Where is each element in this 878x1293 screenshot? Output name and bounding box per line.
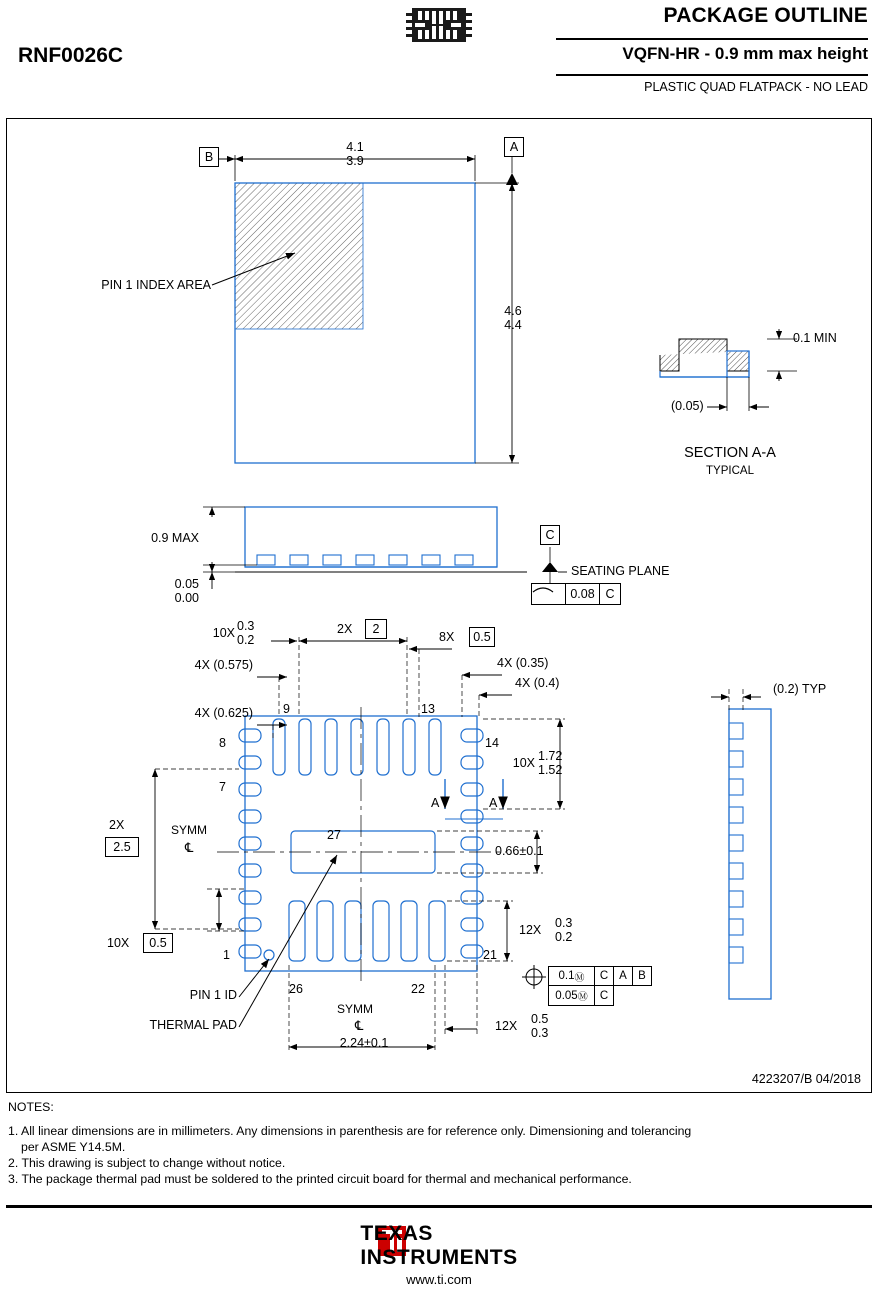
position-modifier: Ⓜ xyxy=(574,972,585,984)
dim-12x-05-max: 0.5 xyxy=(531,1012,549,1026)
position-control-frame-row1 xyxy=(548,966,652,986)
note-item-2: 2. This drawing is subject to change without notice. xyxy=(8,1156,286,1170)
dim-10x-03-max: 0.3 xyxy=(237,619,255,633)
dim-12x-05-min: 0.3 xyxy=(531,1026,549,1040)
dim-10x-05-count: 10X xyxy=(107,936,130,950)
dim-224: 2.24±0.1 xyxy=(339,1036,389,1050)
dim-10x-172-count: 10X xyxy=(512,756,535,770)
pin-number-13: 13 xyxy=(421,702,435,716)
dim-height-max: 4.6 xyxy=(504,304,522,318)
pin-number-22: 22 xyxy=(411,982,425,996)
dim-2x-25-box: 2.5 xyxy=(105,837,139,857)
dim-max-height: 0.9 MAX xyxy=(151,531,199,545)
secondary-tolerance-value: 0.05 xyxy=(555,989,578,1002)
position-control-frame-row2 xyxy=(548,986,614,1006)
footer-divider xyxy=(6,1205,872,1208)
note-item-3: 3. The package thermal pad must be soldered to the printed circuit board for thermal and mechanical performance. xyxy=(8,1172,632,1186)
section-arrow-label-right: A xyxy=(489,796,498,810)
pin-number-26: 26 xyxy=(289,982,303,996)
dim-standoff-max: 0.05 xyxy=(174,577,199,591)
dim-2x-count: 2X xyxy=(337,622,353,636)
dim-10x-172-max: 1.72 xyxy=(538,749,563,763)
datum-b-box: B xyxy=(199,147,219,167)
dim-02-typ: (0.2) TYP xyxy=(773,682,827,696)
part-number: RNF0026C xyxy=(18,44,124,67)
symm-left-label: SYMM xyxy=(171,823,207,837)
position-datum-c: C xyxy=(595,967,614,985)
dim-066: 0.66±0.1 xyxy=(495,844,544,858)
secondary-datum-c: C xyxy=(599,989,609,1002)
drawing-frame xyxy=(6,118,872,1093)
dim-4x-0575: 4X (0.575) xyxy=(194,658,253,672)
ti-url: www.ti.com xyxy=(406,1272,472,1287)
datum-a-box: A xyxy=(504,137,524,157)
flatness-control-frame xyxy=(531,583,621,605)
dim-8x-value-box: 0.5 xyxy=(469,627,495,647)
dim-10x-03-min: 0.2 xyxy=(237,633,255,647)
flatness-datum: C xyxy=(605,587,615,601)
pin1-id-label: PIN 1 ID xyxy=(189,988,237,1002)
dim-8x-count: 8X xyxy=(439,630,455,644)
pin-number-9: 9 xyxy=(283,702,290,716)
dim-10x-03-count: 10X xyxy=(212,626,235,640)
position-datum-a: A xyxy=(614,967,633,985)
package-chip-icon xyxy=(404,4,474,48)
dim-10x-05-box: 0.5 xyxy=(143,933,173,953)
note-item-1-cont: per ASME Y14.5M. xyxy=(21,1140,126,1154)
header-title: PACKAGE OUTLINE xyxy=(663,4,868,27)
dim-width-max: 4.1 xyxy=(346,140,364,154)
notes-heading: NOTES: xyxy=(8,1100,54,1114)
section-min-label: 0.1 MIN xyxy=(793,331,837,345)
header-divider-top xyxy=(556,38,868,40)
pin-number-1: 1 xyxy=(223,948,230,962)
section-caption: SECTION A-A xyxy=(684,445,776,461)
dim-4x-04: 4X (0.4) xyxy=(515,676,560,690)
dim-12x-03-min: 0.2 xyxy=(555,930,573,944)
pin-number-14: 14 xyxy=(485,736,499,750)
section-arrow-label-left: A xyxy=(431,796,440,810)
header-divider-bottom xyxy=(556,74,868,76)
header-subtitle: VQFN-HR - 0.9 mm max height xyxy=(622,44,868,63)
pin-number-27: 27 xyxy=(327,828,341,842)
dim-height-min: 4.4 xyxy=(504,318,522,332)
symm-left-symbol: ℄ xyxy=(185,840,194,855)
page-header xyxy=(0,0,878,100)
pin-number-21: 21 xyxy=(483,948,497,962)
position-datum-b: B xyxy=(638,970,646,982)
pin1-index-area-label: PIN 1 INDEX AREA xyxy=(101,278,211,292)
ti-company-line2: INSTRUMENTS xyxy=(360,1246,518,1269)
dim-12x-03-count: 12X xyxy=(519,923,542,937)
thermal-pad-label: THERMAL PAD xyxy=(149,1018,237,1032)
position-tolerance-value: 0.1 xyxy=(558,970,575,982)
seating-plane-label: SEATING PLANE xyxy=(571,564,670,578)
dim-2x-value-box: 2 xyxy=(365,619,387,639)
drawing-geometry xyxy=(7,119,873,1094)
section-caption-sub: TYPICAL xyxy=(706,465,754,477)
dim-2x-25-count: 2X xyxy=(109,818,125,832)
package-family-label: PLASTIC QUAD FLATPACK - NO LEAD xyxy=(644,80,868,94)
dim-4x-035: 4X (0.35) xyxy=(497,656,549,670)
dim-width-min: 3.9 xyxy=(346,154,364,168)
document-id: 4223207/B 04/2018 xyxy=(751,1072,861,1086)
dim-4x-0625: 4X (0.625) xyxy=(194,706,253,720)
flatness-symbol xyxy=(532,584,566,604)
datum-c-box: C xyxy=(540,525,560,545)
dim-12x-05-count: 12X xyxy=(495,1019,518,1033)
flatness-value: 0.08 xyxy=(566,584,600,604)
symm-bottom-label: SYMM xyxy=(337,1002,373,1016)
ti-footer xyxy=(0,1222,878,1287)
symm-bottom-symbol: ℄ xyxy=(355,1018,364,1033)
secondary-modifier: Ⓜ xyxy=(577,992,588,1003)
dim-10x-172-min: 1.52 xyxy=(538,763,563,777)
position-tolerance xyxy=(549,967,595,985)
ti-company-line1: TEXAS xyxy=(360,1222,433,1245)
dim-standoff-min: 0.00 xyxy=(174,591,199,605)
pin-number-7: 7 xyxy=(219,780,226,794)
notes-section xyxy=(8,1100,870,1188)
dim-12x-03-max: 0.3 xyxy=(555,916,573,930)
ti-company-name xyxy=(360,1222,517,1270)
pin-number-8: 8 xyxy=(219,736,226,750)
secondary-tolerance xyxy=(549,986,595,1005)
note-item-1: 1. All linear dimensions are in millimeters. Any dimensions in parenthesis are for reference only. Dimensioning and tolerancing xyxy=(8,1124,692,1138)
section-ref-label: (0.05) xyxy=(671,399,704,413)
